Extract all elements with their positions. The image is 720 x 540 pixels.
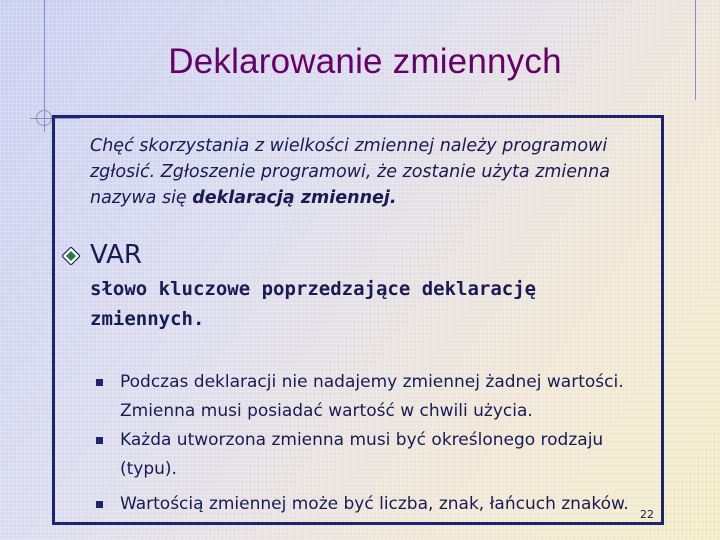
- slide-title: Deklarowanie zmiennych: [168, 42, 562, 81]
- square-bullet-icon: [96, 379, 103, 386]
- main-point-description: słowo kluczowe poprzedzające deklarację zmiennych.: [90, 278, 537, 330]
- intro-text: Chęć skorzystania z wielkości zmiennej należy programowi zgłosić. Zgłoszenie programowi, że zostanie użyta zmienna nazywa się: [90, 136, 610, 208]
- intro-emphasis: deklaracją zmiennej.: [192, 188, 397, 208]
- sub-point-text: Każda utworzona zmienna musi być określonego rodzaju (typu).: [120, 430, 604, 479]
- square-bullet-icon: [96, 501, 103, 508]
- sub-point-text: Podczas deklaracji nie nadajemy zmiennej żadnej wartości. Zmienna musi posiadać wartość w chwili użycia.: [120, 372, 624, 421]
- diamond-bullet-icon: [62, 247, 80, 265]
- intro-paragraph: [90, 133, 630, 211]
- square-bullet-icon: [96, 437, 103, 444]
- main-point-title: VAR: [90, 240, 142, 270]
- sub-point-text: Wartością zmiennej może być liczba, znak, łańcuch znaków.: [120, 494, 629, 514]
- decorative-ring-icon: [36, 110, 52, 126]
- decorative-vertical-line-right: [695, 0, 696, 100]
- page-number: 22: [640, 508, 654, 521]
